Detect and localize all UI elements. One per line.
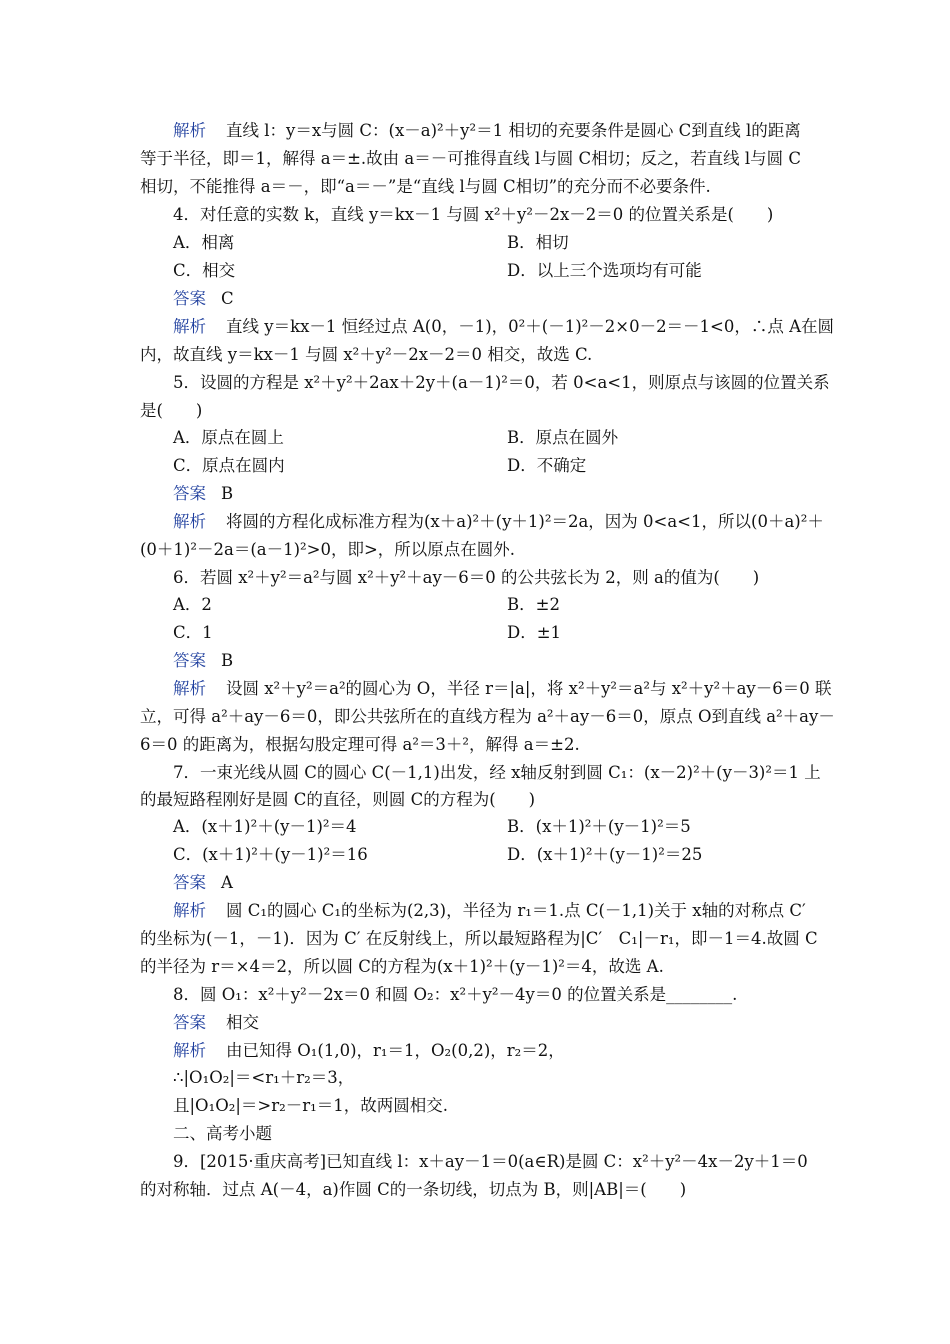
q4-option-c: C．相交 <box>173 261 236 280</box>
q4-option-a: A．相离 <box>173 233 235 252</box>
q4-stem-text: 4．对任意的实数 k，直线 y＝kx－1 与圆 x²＋y²－2x－2＝0 的位置关系是( ) <box>173 205 774 224</box>
q7-jiexi-text-2: 的坐标为(－1，－1)．因为 C′ 在反射线上，所以最短路程为|C′ C₁|－r₁，即－1＝4.故圆 C <box>140 929 818 948</box>
q5-answer <box>0 480 950 508</box>
section-heading-text: 二、高考小题 <box>173 1124 272 1143</box>
q4-stem <box>0 201 950 229</box>
section-heading <box>0 1120 950 1148</box>
q6-option-c: C．1 <box>173 623 213 642</box>
q5-stem-text-1: 5．设圆的方程是 x²＋y²＋2ax＋2y＋(a－1)²＝0，若 0<a<1，则原点与该圆的位置关系 <box>173 373 830 392</box>
q7-option-a: A．(x＋1)²＋(y－1)²＝4 <box>173 817 357 836</box>
q5-jiexi-text-2: (0＋1)²－2a＝(a－1)²>0，即>，所以原点在圆外. <box>140 540 516 559</box>
q3-jiexi-line-3 <box>0 173 950 201</box>
q3-jiexi-text-3: 相切，不能推得 a＝－，即“a＝－”是“直线 l与圆 C相切”的充分而不必要条件. <box>140 177 711 196</box>
q4-options-row-2 <box>0 257 950 285</box>
answer-label: 答案 <box>173 1013 206 1032</box>
q8-jiexi-text-1: 由已知得 O₁(1,0)，r₁＝1，O₂(0,2)，r₂＝2， <box>226 1041 565 1060</box>
answer-label: 答案 <box>173 651 206 670</box>
q5-jiexi-line-1 <box>0 508 950 536</box>
q4-jiexi-line-2 <box>0 341 950 369</box>
jiexi-label: 解析 <box>173 512 206 531</box>
q6-jiexi-line-1 <box>0 675 950 703</box>
q7-jiexi-line-1 <box>0 897 950 925</box>
q7-options-row-2 <box>0 841 950 869</box>
q6-jiexi-line-3 <box>0 731 950 759</box>
q4-option-d: D．以上三个选项均有可能 <box>507 261 702 280</box>
q6-jiexi-line-2 <box>0 703 950 731</box>
q6-option-b: B．±2 <box>507 595 560 614</box>
jiexi-label: 解析 <box>173 1041 206 1060</box>
q3-jiexi-line-2 <box>0 145 950 173</box>
q4-answer-value: C <box>221 289 234 308</box>
q8-jiexi-text-3: 且|O₁O₂|＝>r₂－r₁＝1，故两圆相交. <box>173 1096 448 1115</box>
q5-stem-text-2: 是( ) <box>140 401 203 420</box>
q4-jiexi-line-1 <box>0 313 950 341</box>
q7-jiexi-text-1: 圆 C₁的圆心 C₁的坐标为(2,3)，半径为 r₁＝1.点 C(－1,1)关于 x轴的对称点 C′ <box>226 901 806 920</box>
q7-stem-line-1 <box>0 759 950 787</box>
q7-option-c: C．(x＋1)²＋(y－1)²＝16 <box>173 845 368 864</box>
q8-stem-text: 8．圆 O₁：x²＋y²－2x＝0 和圆 O₂：x²＋y²－4y＝0 的位置关系是________. <box>173 985 738 1004</box>
q5-option-c: C．原点在圆内 <box>173 456 285 475</box>
q6-jiexi-text-3: 6＝0 的距离为，根据勾股定理可得 a²＝3＋²，解得 a＝±2. <box>140 735 580 754</box>
q5-jiexi-text-1: 将圆的方程化成标准方程为(x＋a)²＋(y＋1)²＝2a，因为 0<a<1，所以(0＋a)²＋ <box>226 512 824 531</box>
q3-jiexi-line-1 <box>0 117 950 145</box>
q5-option-a: A．原点在圆上 <box>173 428 284 447</box>
q8-jiexi-line-1 <box>0 1037 950 1065</box>
q7-answer-value: A <box>221 873 233 892</box>
q6-stem-text: 6．若圆 x²＋y²＝a²与圆 x²＋y²＋ay－6＝0 的公共弦长为 2，则 a的值为( ) <box>173 568 760 587</box>
answer-label: 答案 <box>173 289 206 308</box>
answer-label: 答案 <box>173 873 206 892</box>
q7-stem-text-1: 7．一束光线从圆 C的圆心 C(－1,1)出发，经 x轴反射到圆 C₁：(x－2)²＋(y－3)²＝1 上 <box>173 763 821 782</box>
q8-stem <box>0 981 950 1009</box>
q4-option-b: B．相切 <box>507 233 569 252</box>
q4-jiexi-text-1: 直线 y＝kx－1 恒经过点 A(0，－1)，0²＋(－1)²－2×0－2＝－1<0，∴点 A在圆 <box>226 317 835 336</box>
q3-jiexi-text-1: 直线 l：y＝x与圆 C：(x－a)²＋y²＝1 相切的充要条件是圆心 C到直线 l的距离 <box>226 121 801 140</box>
q5-jiexi-line-2 <box>0 536 950 564</box>
q8-answer <box>0 1009 950 1037</box>
q4-answer <box>0 285 950 313</box>
jiexi-label: 解析 <box>173 679 206 698</box>
q6-options-row-2 <box>0 619 950 647</box>
q7-stem-text-2: 的最短路程刚好是圆 C的直径，则圆 C的方程为( ) <box>140 790 536 809</box>
q8-jiexi-text-2: ∴|O₁O₂|＝<r₁＋r₂＝3， <box>173 1068 355 1087</box>
q6-jiexi-text-1: 设圆 x²＋y²＝a²的圆心为 O，半径 r＝|a|，将 x²＋y²＝a²与 x²＋y²＋ay－6＝0 联 <box>226 679 832 698</box>
q8-answer-value: 相交 <box>226 1013 259 1032</box>
q7-jiexi-text-3: 的半径为 r＝×4＝2，所以圆 C的方程为(x＋1)²＋(y－1)²＝4，故选 A. <box>140 957 664 976</box>
q5-options-row-2 <box>0 452 950 480</box>
q4-options-row-1 <box>0 229 950 257</box>
jiexi-label: 解析 <box>173 121 206 140</box>
q3-jiexi-text-2: 等于半径，即＝1，解得 a＝±.故由 a＝－可推得直线 l与圆 C相切；反之，若直线 l与圆 C <box>140 149 802 168</box>
jiexi-label: 解析 <box>173 901 206 920</box>
q6-answer-value: B <box>221 651 234 670</box>
q5-answer-value: B <box>221 484 234 503</box>
q7-option-b: B．(x＋1)²＋(y－1)²＝5 <box>507 817 691 836</box>
q7-jiexi-line-2 <box>0 925 950 953</box>
q5-option-d: D．不确定 <box>507 456 587 475</box>
q5-options-row-1 <box>0 424 950 452</box>
q6-option-d: D．±1 <box>507 623 562 642</box>
jiexi-label: 解析 <box>173 317 206 336</box>
q7-answer <box>0 869 950 897</box>
q9-stem-line-1 <box>0 1148 950 1176</box>
q5-stem-line-1 <box>0 369 950 397</box>
q6-options-row-1 <box>0 591 950 619</box>
q5-stem-line-2 <box>0 397 950 425</box>
q4-jiexi-text-2: 内，故直线 y＝kx－1 与圆 x²＋y²－2x－2＝0 相交，故选 C. <box>140 345 593 364</box>
q9-stem-text-2: 的对称轴．过点 A(－4，a)作圆 C的一条切线，切点为 B，则|AB|＝( ) <box>140 1180 687 1199</box>
q5-option-b: B．原点在圆外 <box>507 428 619 447</box>
q7-option-d: D．(x＋1)²＋(y－1)²＝25 <box>507 845 703 864</box>
q6-answer <box>0 647 950 675</box>
q7-options-row-1 <box>0 813 950 841</box>
q6-stem <box>0 564 950 592</box>
answer-label: 答案 <box>173 484 206 503</box>
q8-jiexi-line-3 <box>0 1092 950 1120</box>
q8-jiexi-line-2 <box>0 1064 950 1092</box>
q7-jiexi-line-3 <box>0 953 950 981</box>
q6-option-a: A．2 <box>173 595 212 614</box>
q6-jiexi-text-2: 立，可得 a²＋ay－6＝0，即公共弦所在的直线方程为 a²＋ay－6＝0，原点 O到直线 a²＋ay－ <box>140 707 835 726</box>
q9-stem-text-1: 9．[2015·重庆高考]已知直线 l：x＋ay－1＝0(a∈R)是圆 C：x²＋y²－4x－2y＋1＝0 <box>173 1152 808 1171</box>
q7-stem-line-2 <box>0 786 950 814</box>
q9-stem-line-2 <box>0 1176 950 1204</box>
